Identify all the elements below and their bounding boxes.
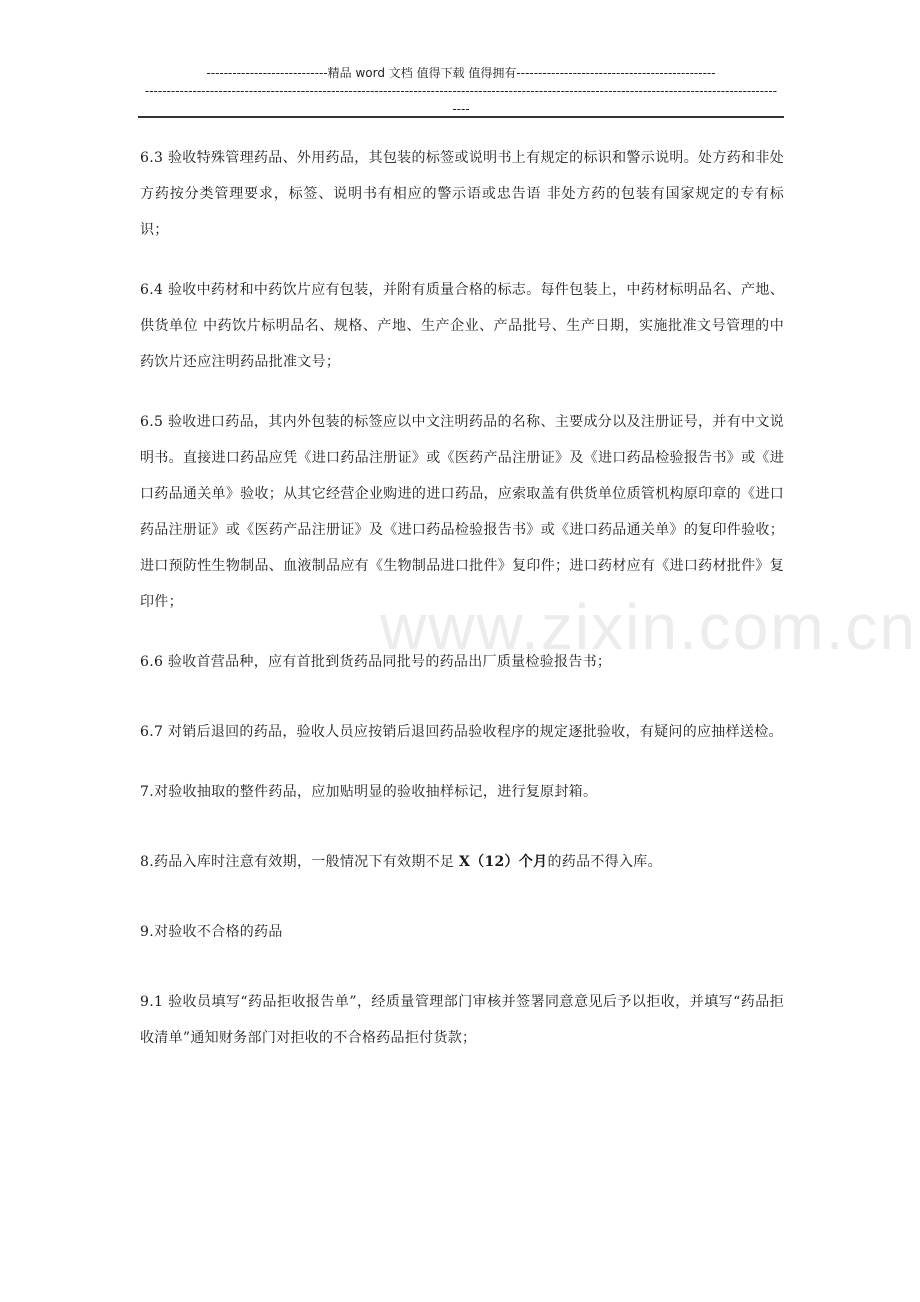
paragraph-7: 7.对验收抽取的整件药品，应加贴明显的验收抽样标记，进行复原封箱。 (140, 784, 598, 800)
paragraph-9: 9.对验收不合格的药品 (140, 924, 283, 940)
header-dash-line: -------------------------------------------------------------------------------------------------------------------------------------------------- (144, 84, 778, 98)
watermark: www.zixin.com.cn (380, 591, 917, 663)
header-dash-tail: ---- (452, 102, 470, 116)
paragraph-6-4: 6.4 验收中药材和中药饮片应有包装，并附有质量合格的标志。每件包装上，中药材标明品名、产地、供货单位 中药饮片标明品名、规格、产地、生产企业、产品批号、生产日期，实施批准文号管理的中药饮片还应注明药品批准文号； (140, 282, 784, 370)
paragraph-9-1: 9.1 验收员填写“药品拒收报告单”，经质量管理部门审核并签署同意意见后予以拒收，并填写“药品拒收清单”通知财务部门对拒收的不合格药品拒付货款； (140, 994, 784, 1046)
header-banner: ----------------------------精品 word 文档 值得下载 值得拥有---------------------------------------------- (206, 66, 716, 80)
paragraph-8 (140, 844, 784, 880)
header-rule (138, 116, 784, 118)
document-header (138, 64, 784, 118)
paragraph-6-5: 6.5 验收进口药品，其内外包装的标签应以中文注明药品的名称、主要成分以及注册证号，并有中文说明书。直接进口药品应凭《进口药品注册证》或《医药产品注册证》及《进口药品检验报告书》或《进口药品通关单》验收；从其它经营企业购进的进口药品，应索取盖有供货单位质管机构原印章的《进口药品注册证》或《医药产品注册证》及《进口药品检验报告书》或《进口药品通关单》的复印件验收；进口预防性生物制品、血液制品应有《生物制品进口批件》复印件；进口药材应有《进口药材批件》复印件； (140, 414, 784, 610)
paragraph-8-after: 的药品不得入库。 (547, 854, 662, 870)
paragraph-6-7: 6.7 对销后退回的药品，验收人员应按销后退回药品验收程序的规定逐批验收，有疑问的应抽样送检。 (140, 724, 783, 740)
paragraph-6-6: 6.6 验收首营品种，应有首批到货药品同批号的药品出厂质量检验报告书； (140, 654, 612, 670)
document-body (140, 140, 784, 1080)
expiry-months-emphasis: X（12）个月 (459, 854, 548, 870)
paragraph-6-3: 6.3 验收特殊管理药品、外用药品，其包装的标签或说明书上有规定的标识和警示说明。处方药和非处方药按分类管理要求，标签、说明书有相应的警示语或忠告语 非处方药的包装有国家规定的专有标识； (140, 150, 784, 238)
paragraph-8-before: 8.药品入库时注意有效期，一般情况下有效期不足 (140, 854, 460, 870)
